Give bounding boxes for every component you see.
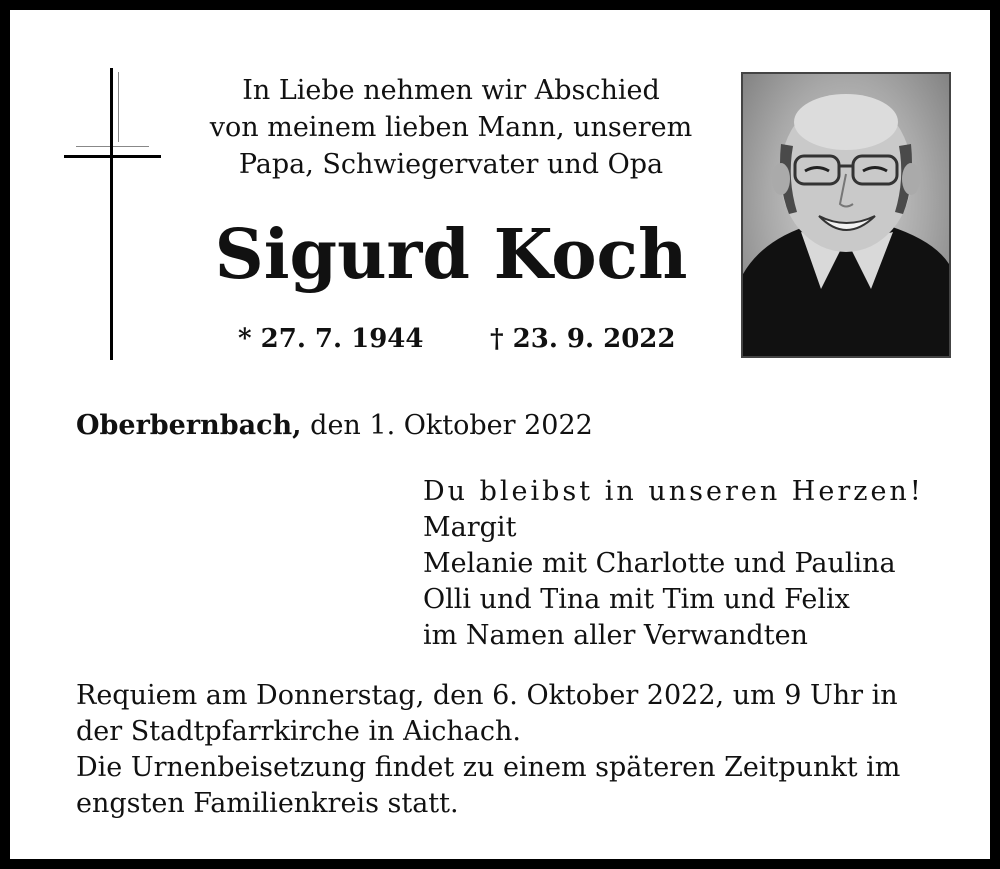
family-line: Olli und Tina mit Tim und Felix: [423, 584, 850, 615]
birth-date: * 27. 7. 1944: [238, 324, 424, 354]
intro-line-3: Papa, Schwiegervater und Opa: [238, 149, 664, 180]
notice-line: engsten Familienkreis statt.: [76, 788, 459, 819]
portrait-illustration: [743, 74, 949, 356]
cross-horizontal-bar: [64, 155, 161, 158]
intro-line-1: In Liebe nehmen wir Abschied: [242, 75, 660, 106]
place-date: den 1. Oktober 2022: [310, 410, 593, 441]
intro-line-2: von meinem lieben Mann, unserem: [209, 112, 693, 143]
family-motto: Du bleibst in unseren Herzen!: [423, 476, 924, 507]
family-line: im Namen aller Verwandten: [423, 620, 808, 651]
family-line: Melanie mit Charlotte und Paulina: [423, 548, 896, 579]
cross-vertical-bar: [110, 68, 113, 360]
notice-line: der Stadtpfarrkirche in Aichach.: [76, 716, 521, 747]
notice-line: Die Urnenbeisetzung findet zu einem späteren Zeitpunkt im: [76, 752, 901, 783]
deceased-name: Sigurd Koch: [214, 215, 688, 295]
notice-line: Requiem am Donnerstag, den 6. Oktober 2022, um 9 Uhr in: [76, 680, 898, 711]
place-and-date: [76, 410, 593, 441]
family-line: Margit: [423, 512, 517, 543]
service-notice: [76, 678, 966, 822]
place-town: Oberbernbach,: [76, 410, 302, 441]
family-block: [423, 474, 924, 654]
portrait-photo: [741, 72, 951, 358]
cross-shadow-vertical: [118, 72, 119, 142]
death-date: † 23. 9. 2022: [490, 324, 676, 354]
intro-text: [190, 72, 712, 183]
